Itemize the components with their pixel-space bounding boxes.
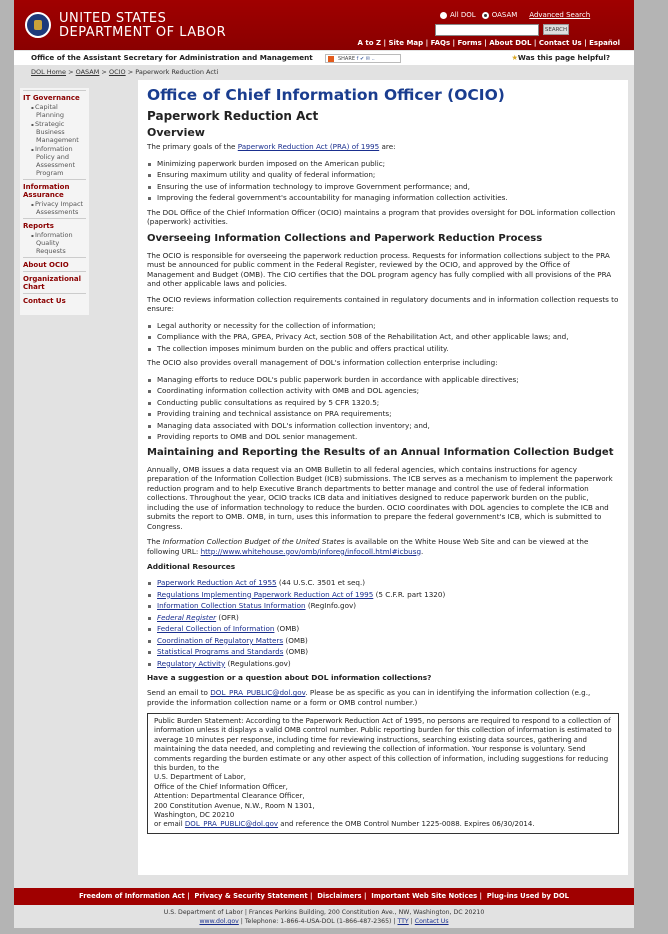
- list-item: Providing reports to OMB and DOL senior management.: [147, 431, 619, 443]
- nav-contact-us[interactable]: Contact Us: [538, 39, 582, 47]
- resource-item: Regulations Implementing Paperwork Reduction Act of 1995 (5 C.F.R. part 1320): [147, 589, 619, 601]
- list-item: Providing training and technical assistance on PRA requirements;: [147, 408, 619, 420]
- address-text: U.S. Department of Labor | Frances Perkins Building, 200 Constitution Ave., NW, Washington, DC 20210: [163, 909, 485, 916]
- crumb-current: Paperwork Reduction Acti: [135, 68, 219, 76]
- list-item: Ensuring the use of information technology to improve Government performance; and,: [147, 181, 619, 193]
- sidebar-about-ocio[interactable]: About OCIO: [23, 261, 69, 269]
- sidebar-information-assurance[interactable]: Information Assurance: [23, 183, 70, 199]
- question-heading: Have a suggestion or a question about DOL information collections?: [147, 673, 432, 682]
- burden-address-line: Washington, DC 20210: [154, 811, 235, 820]
- crumb-dol-home[interactable]: DOL Home: [31, 68, 67, 76]
- nav-a-to-z[interactable]: A to Z: [357, 39, 382, 47]
- resources-heading: Additional Resources: [147, 562, 236, 571]
- list-item: Legal authority or necessity for the collection of information;: [147, 320, 619, 332]
- phone-text: | Telephone: 1-866-4-USA-DOL (1-866-487-2365) |: [238, 918, 398, 925]
- footer-links: Freedom of Information Act | Privacy & Security Statement | Disclaimers | Important Web Site Notices | Plug-ins Used by DOL: [14, 888, 634, 905]
- list-item: Managing data associated with DOL's information collection inventory; and,: [147, 420, 619, 432]
- resources-list: [147, 577, 619, 669]
- nav-forms[interactable]: Forms: [457, 39, 482, 47]
- office-name[interactable]: Office of the Assistant Secretary for Administration and Management: [31, 53, 313, 62]
- list-item: Conducting public consultations as required by 5 CFR 1320.5;: [147, 397, 619, 409]
- burden-text: Public Burden Statement: According to the Paperwork Reduction Act of 1995, no persons are required to respond to a collection of information unless it displays a valid OMB control number. Public reporting burden for this collection of information is estimated to average 10 minutes per response, including time for reviewing instructions, searching existing data sources, gathering and maintaining the data needed, and completing and reviewing the collection of information. Your response is voluntary. Send comments regarding the burden estimate or any other aspect of this collection of information, including suggestions for reducing this burden, to the: [154, 717, 612, 773]
- sub-header: [14, 51, 634, 65]
- sidebar: [20, 88, 89, 315]
- oversee-paragraph: The OCIO reviews information collection requirements contained in regulatory documents and in information collection requests to ensure:: [147, 294, 619, 313]
- site-header: [14, 0, 634, 50]
- radio-all-dol[interactable]: [440, 11, 476, 19]
- page-helpful-link[interactable]: [511, 51, 610, 65]
- share-icon: [328, 56, 334, 62]
- footer-address: U.S. Department of Labor | Frances Perkins Building, 200 Constitution Ave., NW, Washington, DC 20210 www.dol.gov | Telephone: 1-866-4-USA-DOL (1-866-487-2365) | TTY | Contact Us: [14, 905, 634, 928]
- sidebar-org-chart[interactable]: Organizational Chart: [23, 275, 81, 291]
- list-item: Minimizing paperwork burden imposed on the American public;: [147, 158, 619, 170]
- overview-heading: Overview: [147, 126, 205, 139]
- list-item: Ensuring maximum utility and quality of federal information;: [147, 169, 619, 181]
- radio-label: OASAM: [491, 11, 518, 19]
- resource-link[interactable]: Regulations Implementing Paperwork Reduction Act of 1995: [157, 589, 374, 599]
- breadcrumb: DOL Home > OASAM > OCIO > Paperwork Reduction Acti: [31, 68, 219, 76]
- footer-notices[interactable]: Important Web Site Notices: [371, 892, 478, 900]
- resource-link[interactable]: Coordination of Regulatory Matters: [157, 635, 284, 645]
- resource-item: Statistical Programs and Standards (OMB): [147, 646, 619, 658]
- burden-email-link[interactable]: DOL_PRA_PUBLIC@dol.gov: [184, 820, 279, 829]
- budget-paragraph: Annually, OMB issues a data request via an OMB Bulletin to all federal agencies, which contains instructions for agency preparation of the Information Collection Budget (ICB) submissions. The ICB serves as a mechanism to implement the paperwork reduction program and to help Executive Branch departments to better manage and control the use of federal information collections. Throughout the year, OCIO tracks ICB data and initiatives designed to reduce paperwork burden on the public, including the use of information technology to reduce the burden. OCIO coordinates with DOL agencies to complete the ICB and submits the report to OMB. OMB, in turn, uses this information to prepare the federal government's ICB, which is submitted to Congress.: [147, 464, 613, 531]
- helpful-label: Was this page helpful?: [517, 53, 610, 62]
- advanced-search-link[interactable]: Advanced Search: [529, 11, 591, 19]
- top-nav: A to Z | Site Map | FAQs | Forms | About DOL | Contact Us | Español: [357, 39, 620, 47]
- question-paragraph: Send an email to DOL_PRA_PUBLIC@dol.gov. Please be as specific as you can in identifying the information collection (e.g., provide the information collection name or a form or OMB control number.): [147, 688, 591, 707]
- overview-paragraph: The DOL Office of the Chief Information Officer (OCIO) maintains a program that provides oversight for DOL information collection (paperwork) activities.: [147, 207, 616, 226]
- budget-url-paragraph: The Information Collection Budget of the United States is available on the White House Web Site and can be viewed at the following URL: http://www.whitehouse.gov/omb/inforeg/infocoll.html#icbusg.: [147, 537, 589, 556]
- radio-label: All DOL: [450, 11, 476, 19]
- dol-seal-logo[interactable]: [25, 12, 51, 38]
- main-content: [138, 80, 628, 875]
- nav-site-map[interactable]: Site Map: [388, 39, 424, 47]
- resource-item: Regulatory Activity (Regulations.gov): [147, 658, 619, 670]
- resource-item: Federal Collection of Information (OMB): [147, 623, 619, 635]
- resource-item: Information Collection Status Information (RegInfo.gov): [147, 600, 619, 612]
- footer-disclaimers[interactable]: Disclaimers: [317, 892, 362, 900]
- tty-link[interactable]: TTY: [397, 918, 409, 925]
- burden-address-line: Office of the Chief Information Officer,: [154, 782, 288, 791]
- sidebar-item[interactable]: ▪ Information Policy and Assessment Program: [23, 145, 86, 177]
- search-input[interactable]: [435, 24, 539, 36]
- burden-email-line: or email DOL_PRA_PUBLIC@dol.gov and reference the OMB Control Number 1225-0088. Expires 06/30/2014.: [154, 820, 535, 829]
- nav-espanol[interactable]: Español: [589, 39, 620, 47]
- list-item: Compliance with the PRA, GPEA, Privacy Act, section 508 of the Rehabilitation Act, and other applicable laws; and,: [147, 331, 619, 343]
- budget-heading: Maintaining and Reporting the Results of an Annual Information Collection Budget: [147, 446, 614, 458]
- sidebar-item[interactable]: ▪ Capital Planning: [23, 103, 86, 119]
- oversee-paragraph: The OCIO is responsible for overseeing the paperwork reduction process. Requests for information collections subject to the PRA must be announced for public comment in the Federal Register, reviewed by the OCIO, and approved by the Office of Management and Budget (OMB). The CIO certifies that the DOL program agency has fully complied with all provisions of the PRA and other applicable laws and policies.: [147, 250, 612, 288]
- share-label: SHARE: [338, 56, 355, 62]
- sidebar-contact-us[interactable]: Contact Us: [23, 297, 66, 305]
- radio-oasam[interactable]: [482, 11, 518, 19]
- list-item: Managing efforts to reduce DOL's public paperwork burden in accordance with applicable directives;: [147, 374, 619, 386]
- list-item: Improving the federal government's accountability for managing information collection activities.: [147, 192, 619, 204]
- sidebar-item[interactable]: ▪ Strategic Business Management: [23, 120, 86, 144]
- agency-name[interactable]: [59, 12, 226, 40]
- search-scope: [440, 11, 590, 19]
- resource-item: Federal Register (OFR): [147, 612, 619, 624]
- oversee-heading: Overseeing Information Collections and Paperwork Reduction Process: [147, 232, 543, 244]
- share-button[interactable]: SHARE f ✔ ✉ ..: [325, 54, 401, 63]
- crumb-oasam[interactable]: OASAM: [75, 68, 100, 76]
- burden-address-line: Attention: Departmental Clearance Officer,: [154, 792, 305, 801]
- page-title: Paperwork Reduction Act: [147, 109, 319, 123]
- agency-line-2: DEPARTMENT OF LABOR: [59, 25, 227, 40]
- list-item: Coordinating information collection activity with OMB and DOL agencies;: [147, 385, 619, 397]
- list-item: The collection imposes minimum burden on the public and offers practical utility.: [147, 343, 619, 355]
- burden-address-line: 200 Constitution Avenue, N.W., Room N 1301,: [154, 801, 315, 810]
- resource-link[interactable]: Federal Register: [157, 612, 217, 622]
- office-title: Office of Chief Information Officer (OCIO): [147, 86, 505, 104]
- resource-item: Paperwork Reduction Act of 1955 (44 U.S.C. 3501 et seq.): [147, 577, 619, 589]
- sidebar-item[interactable]: ▪ Information Quality Requests: [23, 231, 86, 255]
- footer-foia[interactable]: Freedom of Information Act: [78, 892, 185, 900]
- nav-about-dol[interactable]: About DOL: [489, 39, 532, 47]
- ensure-list: [147, 320, 619, 355]
- radio-icon: [440, 12, 447, 19]
- resource-link[interactable]: Statistical Programs and Standards: [157, 647, 284, 656]
- crumb-ocio[interactable]: OCIO: [108, 68, 126, 76]
- resource-link[interactable]: Paperwork Reduction Act of 1955: [157, 578, 277, 587]
- sidebar-it-governance[interactable]: IT Governance: [23, 94, 80, 102]
- page: [14, 0, 634, 928]
- whitehouse-icb-link[interactable]: http://www.whitehouse.gov/omb/inforeg/infocoll.html#icbusg: [200, 546, 422, 556]
- resource-link[interactable]: Federal Collection of Information: [157, 624, 275, 633]
- footer-privacy[interactable]: Privacy & Security Statement: [194, 892, 308, 900]
- footer-plugins[interactable]: Plug-ins Used by DOL: [486, 892, 570, 900]
- footer-contact-link[interactable]: Contact Us: [414, 918, 449, 925]
- overview-intro: The primary goals of the Paperwork Reduction Act (PRA) of 1995 are:: [147, 142, 396, 151]
- sidebar-item[interactable]: ▪ Privacy Impact Assessments: [23, 200, 86, 216]
- search-button[interactable]: SEARCH: [543, 24, 569, 35]
- resource-link[interactable]: Information Collection Status Information: [157, 601, 306, 610]
- public-burden-statement: [147, 713, 619, 834]
- burden-address-line: U.S. Department of Labor,: [154, 773, 246, 782]
- dol-gov-link[interactable]: www.dol.gov: [199, 918, 239, 925]
- sidebar-reports[interactable]: Reports: [23, 222, 54, 230]
- agency-line-1: UNITED STATES: [59, 11, 167, 26]
- nav-faqs[interactable]: FAQs: [430, 39, 451, 47]
- pra-link[interactable]: Paperwork Reduction Act (PRA) of 1995: [237, 142, 380, 151]
- manage-list: [147, 374, 619, 443]
- resource-link[interactable]: Regulatory Activity: [157, 658, 226, 668]
- resource-item: Coordination of Regulatory Matters (OMB): [147, 635, 619, 647]
- star-icon: ★: [511, 53, 518, 62]
- goals-list: [147, 158, 619, 204]
- pra-email-link[interactable]: DOL_PRA_PUBLIC@dol.gov: [210, 688, 306, 697]
- oversee-paragraph: The OCIO also provides overall management of DOL's information collection enterprise including:: [147, 358, 498, 367]
- radio-selected-icon: [482, 12, 489, 19]
